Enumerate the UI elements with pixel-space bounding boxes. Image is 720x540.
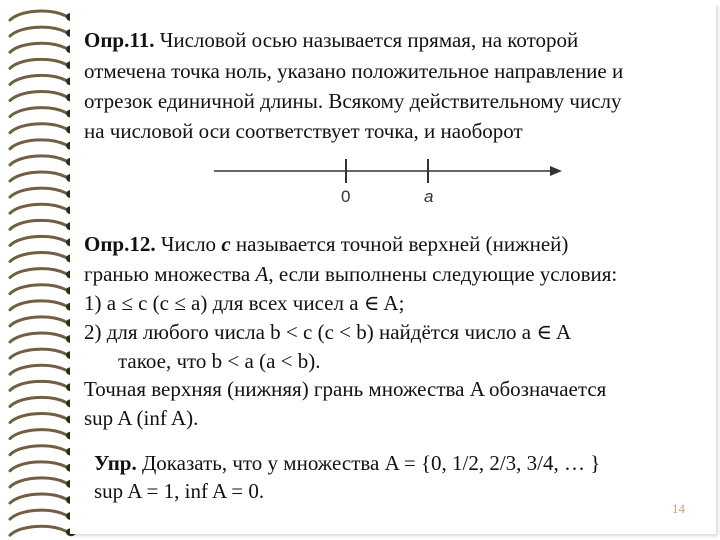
binding-ring [10,365,66,374]
binding-ring [10,11,66,20]
binding-ring [10,317,66,326]
binding-ring [10,75,66,84]
definition-12-line-2 [84,260,617,289]
definition-12-text-tail: называется точной верхней (нижней) [230,232,569,256]
number-line-diagram [200,150,580,210]
a-label: a [424,187,434,206]
binding-ring [10,92,66,101]
definition-12-label: Опр.12. [84,232,156,256]
binding-ring [10,156,66,165]
binding-ring [10,397,66,406]
binding-ring [10,140,66,149]
definition-12-line-1 [84,230,568,259]
binding-ring [10,108,66,117]
binding-ring [10,462,66,471]
condition-2: 2) для любого числа b < c (c < b) найдётся число a ∈ A [84,320,572,344]
binding-ring [10,301,66,310]
binding-ring [10,172,66,181]
exercise-label: Упр. [94,451,137,475]
binding-ring [10,43,66,52]
binding-ring [10,478,66,487]
binding-ring [10,333,66,342]
binding-ring [10,381,66,390]
binding-ring [10,236,66,245]
definition-11-line-1 [84,26,578,55]
zero-label: 0 [341,187,351,206]
binding-ring [10,188,66,197]
definition-11-line-4: на числовой оси соответствует точка, и наоборот [84,119,523,143]
binding-ring [10,269,66,278]
variable-A: A [255,262,269,286]
notation-line-1: Точная верхняя (нижняя) грань множества A обозначается [84,377,607,401]
definition-12-line-2-pre: гранью множества [84,262,256,286]
definition-12-line-2-post: , если выполнены следующие условия: [268,262,618,286]
definition-11-text-1: Числовой осью называется прямая, на которой [154,28,579,52]
definition-12-text: Число [155,232,222,256]
definition-11-label: Опр.11. [84,28,155,52]
condition-1: 1) a ≤ c (c ≤ a) для всех чисел a ∈ A; [84,291,405,315]
number-line-arrow [550,166,562,176]
definition-11-line-3: отрезок единичной длины. Всякому действительному числу [84,89,622,113]
binding-ring [10,430,66,439]
exercise-text-1: Доказать, что у множества A = {0, 1/2, 2/3, 3/4, … } [136,451,601,475]
page-number: 14 [672,501,685,516]
exercise-line-2: sup A = 1, inf A = 0. [94,479,265,503]
binding-ring [10,414,66,423]
binding-ring [10,285,66,294]
binding-ring [10,446,66,455]
variable-c: c [221,232,231,256]
binding-ring [10,494,66,503]
binding-ring [10,526,66,535]
binding-ring [10,59,66,68]
binding-ring [10,27,66,36]
condition-2-continued: такое, что b < a (a < b). [118,349,321,373]
definition-11-line-2: отмечена точка ноль, указано положительное направление и [84,59,624,83]
notation-line-2: sup A (inf A). [84,406,199,430]
binding-ring [10,204,66,213]
binding-ring [10,253,66,262]
binding-ring [10,220,66,229]
binding-ring [10,124,66,133]
binding-ring [10,510,66,519]
exercise-line-1 [94,449,600,478]
binding-ring [10,349,66,358]
